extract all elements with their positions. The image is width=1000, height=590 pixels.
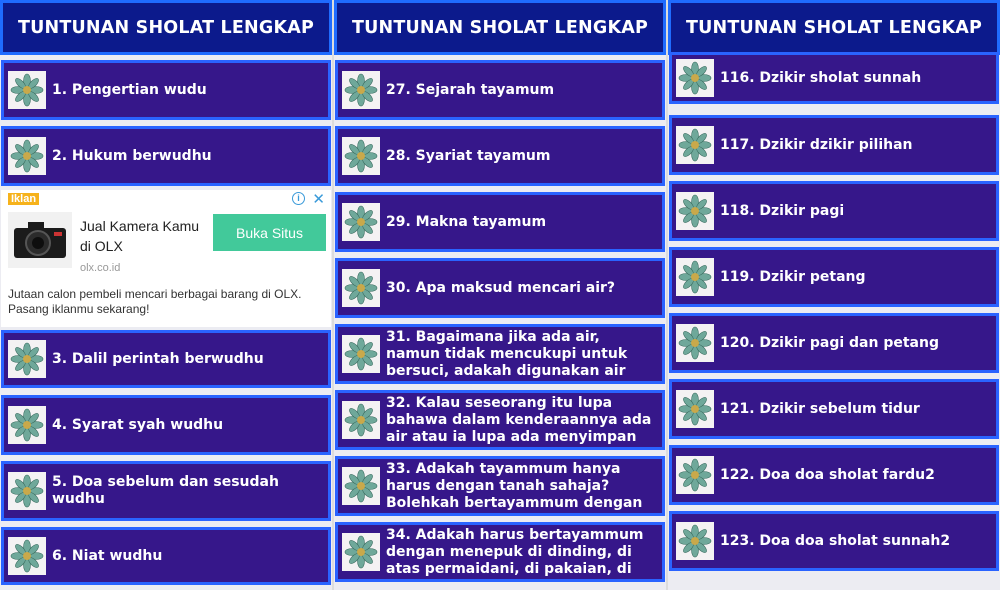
ornament-icon <box>676 192 714 230</box>
ornament-icon <box>342 137 380 175</box>
ornament-icon <box>676 390 714 428</box>
menu-item-label: 6. Niat wudhu <box>52 547 163 564</box>
menu-item-27[interactable] <box>335 60 665 120</box>
menu-item-label: 122. Doa doa sholat fardu2 <box>720 466 935 483</box>
menu-item-label: 32. Kalau seseorang itu lupa bahawa dalam kenderaannya ada air atau ia lupa ada menyimpan <box>386 395 652 445</box>
menu-item-31[interactable] <box>335 324 665 384</box>
ornament-icon <box>676 456 714 494</box>
ad-camera-image <box>8 212 72 268</box>
ornament-icon <box>342 467 380 505</box>
menu-item-label: 1. Pengertian wudu <box>52 81 207 98</box>
menu-item-label: 29. Makna tayamum <box>386 213 547 230</box>
menu-item-121[interactable] <box>669 379 999 439</box>
screen-panel-3 <box>668 0 1000 590</box>
menu-item-label: 31. Bagaimana jika ada air, namun tidak mencukupi untuk bersuci, adakah digunakan air <box>386 329 628 379</box>
screen-panel-1 <box>0 0 332 590</box>
menu-item-119[interactable] <box>669 247 999 307</box>
menu-item-5[interactable] <box>1 461 331 521</box>
menu-item-2[interactable] <box>1 126 331 186</box>
ornament-icon <box>8 406 46 444</box>
ad-info-icon[interactable]: i <box>292 192 305 205</box>
menu-item-30[interactable] <box>335 258 665 318</box>
menu-item-label: 123. Doa doa sholat sunnah2 <box>720 532 951 549</box>
screen-panel-2 <box>334 0 666 590</box>
menu-item-label: 119. Dzikir petang <box>720 268 866 285</box>
menu-item-label: 33. Adakah tayammum hanya harus dengan tanah sahaja? Bolehkah bertayammum dengan <box>386 461 643 511</box>
advertisement-banner[interactable] <box>1 190 331 327</box>
menu-item-label: 34. Adakah harus bertayammum dengan menepuk di dinding, di atas permaidani, di pakaian, di <box>386 527 644 577</box>
menu-item-123[interactable] <box>669 511 999 571</box>
menu-item-28[interactable] <box>335 126 665 186</box>
ad-site: olx.co.id <box>80 262 121 274</box>
ad-close-icon[interactable]: ✕ <box>312 191 325 208</box>
ornament-icon <box>342 71 380 109</box>
ornament-icon <box>676 126 714 164</box>
menu-item-6[interactable] <box>1 527 331 585</box>
ornament-icon <box>8 137 46 175</box>
ornament-icon <box>342 335 380 373</box>
menu-item-label: 120. Dzikir pagi dan petang <box>720 334 939 351</box>
menu-item-116[interactable] <box>669 52 999 104</box>
ornament-icon <box>342 203 380 241</box>
menu-item-122[interactable] <box>669 445 999 505</box>
ad-title: Jual Kamera Kamu di OLX <box>80 218 200 254</box>
ornament-icon <box>342 533 380 571</box>
menu-item-117[interactable] <box>669 115 999 175</box>
menu-item-1[interactable] <box>1 60 331 120</box>
ornament-icon <box>8 472 46 510</box>
app-header-title: TUNTUNAN SHOLAT LENGKAP <box>0 0 332 55</box>
menu-item-label: 28. Syariat tayamum <box>386 147 551 164</box>
ad-description: Jutaan calon pembeli mencari berbagai barang di OLX. Pasang iklanmu sekarang! <box>8 287 302 316</box>
ornament-icon <box>676 324 714 362</box>
menu-item-34[interactable] <box>335 522 665 582</box>
menu-item-label: 5. Doa sebelum dan sesudah wudhu <box>52 474 279 507</box>
menu-item-120[interactable] <box>669 313 999 373</box>
ornament-icon <box>676 59 714 97</box>
menu-item-label: 121. Dzikir sebelum tidur <box>720 400 920 417</box>
menu-item-label: 27. Sejarah tayamum <box>386 81 555 98</box>
ornament-icon <box>8 340 46 378</box>
menu-item-3[interactable] <box>1 330 331 388</box>
ornament-icon <box>676 522 714 560</box>
menu-item-label: 3. Dalil perintah berwudhu <box>52 350 264 367</box>
ornament-icon <box>8 537 46 575</box>
menu-item-label: 118. Dzikir pagi <box>720 202 845 219</box>
menu-item-label: 116. Dzikir sholat sunnah <box>720 69 922 86</box>
ad-open-site-button[interactable]: Buka Situs <box>213 214 326 251</box>
menu-item-4[interactable] <box>1 395 331 455</box>
menu-item-label: 2. Hukum berwudhu <box>52 147 212 164</box>
ornament-icon <box>342 269 380 307</box>
menu-item-label: 117. Dzikir dzikir pilihan <box>720 136 913 153</box>
ornament-icon <box>8 71 46 109</box>
ornament-icon <box>342 401 380 439</box>
menu-item-33[interactable] <box>335 456 665 516</box>
app-header-title: TUNTUNAN SHOLAT LENGKAP <box>334 0 666 55</box>
ornament-icon <box>676 258 714 296</box>
menu-item-label: 30. Apa maksud mencari air? <box>386 279 616 296</box>
ad-tag: Iklan <box>8 193 39 205</box>
menu-item-29[interactable] <box>335 192 665 252</box>
menu-item-label: 4. Syarat syah wudhu <box>52 416 224 433</box>
app-header-title: TUNTUNAN SHOLAT LENGKAP <box>668 0 1000 55</box>
menu-item-118[interactable] <box>669 181 999 241</box>
menu-item-32[interactable] <box>335 390 665 450</box>
